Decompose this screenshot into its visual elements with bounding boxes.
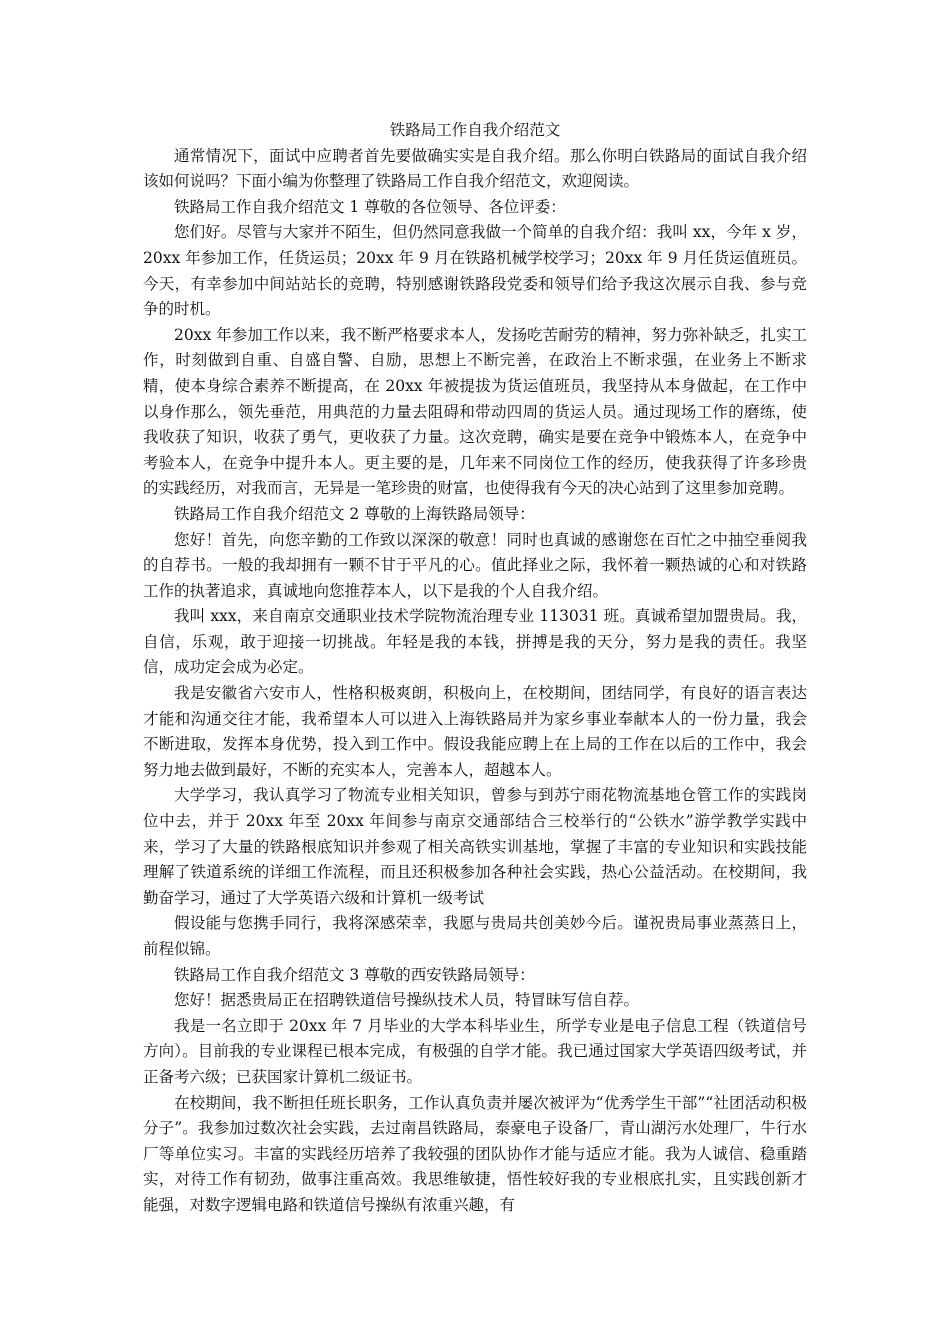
sample-2-paragraph-1: 您好！首先，向您辛勤的工作致以深深的敬意！同时也真诚的感谢您在百忙之中抽空垂阅我的自荐书。一般的我却拥有一颗不甘于平凡的心。值此择业之际，我怀着一颗热诚的心和对铁路工作的执著追求，真诚地向您推荐本人，以下是我的个人自我介绍。: [143, 530, 807, 600]
sample-1-heading: 铁路局工作自我介绍范文 1 尊敬的各位领导、各位评委：: [174, 197, 566, 216]
document-page: [143, 118, 807, 1219]
intro-paragraph: 通常情况下，面试中应聘者首先要做确实实是自我介绍。那么你明白铁路局的面试自我介绍该如何说吗？下面小编为你整理了铁路局工作自我介绍范文，欢迎阅读。: [143, 146, 807, 191]
sample-1-paragraph-2: 20xx 年参加工作以来，我不断严格要求本人，发扬吃苦耐劳的精神，努力弥补缺乏，扎实工作，时刻做到自重、自盛自警、自励，思想上不断完善，在政治上不断求强，在业务上不断求精，使本身综合素养不断提高，在 20xx 年被提拔为货运值班员，我坚持从本身做起，在工作中以身作那么，领先垂范，用典范的力量去阻碍和带动四周的货运人员。通过现场工作的磨练，使我收获了知识，收获了勇气，更收获了力量。这次竞聘，确实是要在竞争中锻炼本人，在竞争中考验本人，在竞争中提升本人。更主要的是，几年来不同岗位工作的经历，使我获得了许多珍贵的实践经历，对我而言，无异是一笔珍贵的财富，也使得我有今天的决心站到了这里参加竞聘。: [143, 325, 807, 498]
document-title: 铁路局工作自我介绍范文: [389, 121, 561, 139]
sample-3-paragraph-2: 我是一名立即于 20xx 年 7 月毕业的大学本科毕业生，所学专业是电子信息工程（铁道信号方向）。目前我的专业课程已根本完成，有极强的自学才能。我已通过国家大学英语四级考试，并正备考六级；已获国家计算机二级证书。: [143, 1016, 807, 1086]
sample-2-paragraph-5: 假设能与您携手同行，我将深感荣幸，我愿与贵局共创美妙今后。谨祝贵局事业蒸蒸日上，前程似锦。: [143, 914, 807, 958]
sample-2-paragraph-2: 我叫 xxx，来自南京交通职业技术学院物流治理专业 113031 班。真诚希望加盟贵局。我，自信，乐观，敢于迎接一切挑战。年轻是我的本钱，拼搏是我的天分，努力是我的责任。我坚信，成功定会成为必定。: [143, 607, 807, 677]
sample-3-paragraph-3: 在校期间，我不断担任班长职务，工作认真负责并屡次被评为“优秀学生干部”“社团活动积极分子”。我参加过数次社会实践，去过南昌铁路局，泰豪电子设备厂，青山湖污水处理厂，牛行水厂等单位实习。丰富的实践经历培养了我较强的团队协作才能与适应才能。我为人诚信、稳重踏实，对待工作有韧劲，做事注重高效。我思维敏捷，悟性较好我的专业根底扎实，且实践创新才能强，对数字逻辑电路和铁道信号操纵有浓重兴趣，有: [143, 1093, 807, 1214]
sample-2-paragraph-3: 我是安徽省六安市人，性格积极爽朗，积极向上，在校期间，团结同学，有良好的语言表达才能和沟通交往才能，我希望本人可以进入上海铁路局并为家乡事业奉献本人的一份力量，我会不断进取，发挥本身优势，投入到工作中。假设我能应聘上在上局的工作在以后的工作中，我会努力地去做到最好，不断的充实本人，完善本人，超越本人。: [143, 684, 807, 779]
sample-3-paragraph-1: 您好！据悉贵局正在招聘铁道信号操纵技术人员，特冒昧写信自荐。: [174, 991, 640, 1010]
sample-3-heading: 铁路局工作自我介绍范文 3 尊敬的西安铁路局领导：: [174, 965, 535, 984]
sample-2-paragraph-4: 大学学习，我认真学习了物流专业相关知识，曾参与到苏宁雨花物流基地仓管工作的实践岗位中去，并于 20xx 年至 20xx 年间参与南京交通部结合三校举行的“公铁水”游学教学实践中来，学习了大量的铁路根底知识并参观了相关高铁实训基地，掌握了丰富的专业知识和实践技能理解了铁道系统的详细工作流程，而且还积极参加各种社会实践，热心公益活动。在校期间，我勤奋学习，通过了大学英语六级和计算机一级考试: [143, 786, 807, 907]
sample-2-heading: 铁路局工作自我介绍范文 2 尊敬的上海铁路局领导：: [174, 504, 535, 523]
sample-1-paragraph-1: 您们好。尽管与大家并不陌生，但仍然同意我做一个简单的自我介绍：我叫 xx，今年 x 岁，20xx 年参加工作，任货运员；20xx 年 9 月在铁路机械学校学习；20xx 年 9 月任货运值班员。今天，有幸参加中间站站长的竞聘，特别感谢铁路段党委和领导们给予我这次展示自我、参与竞争的时机。: [143, 223, 807, 319]
